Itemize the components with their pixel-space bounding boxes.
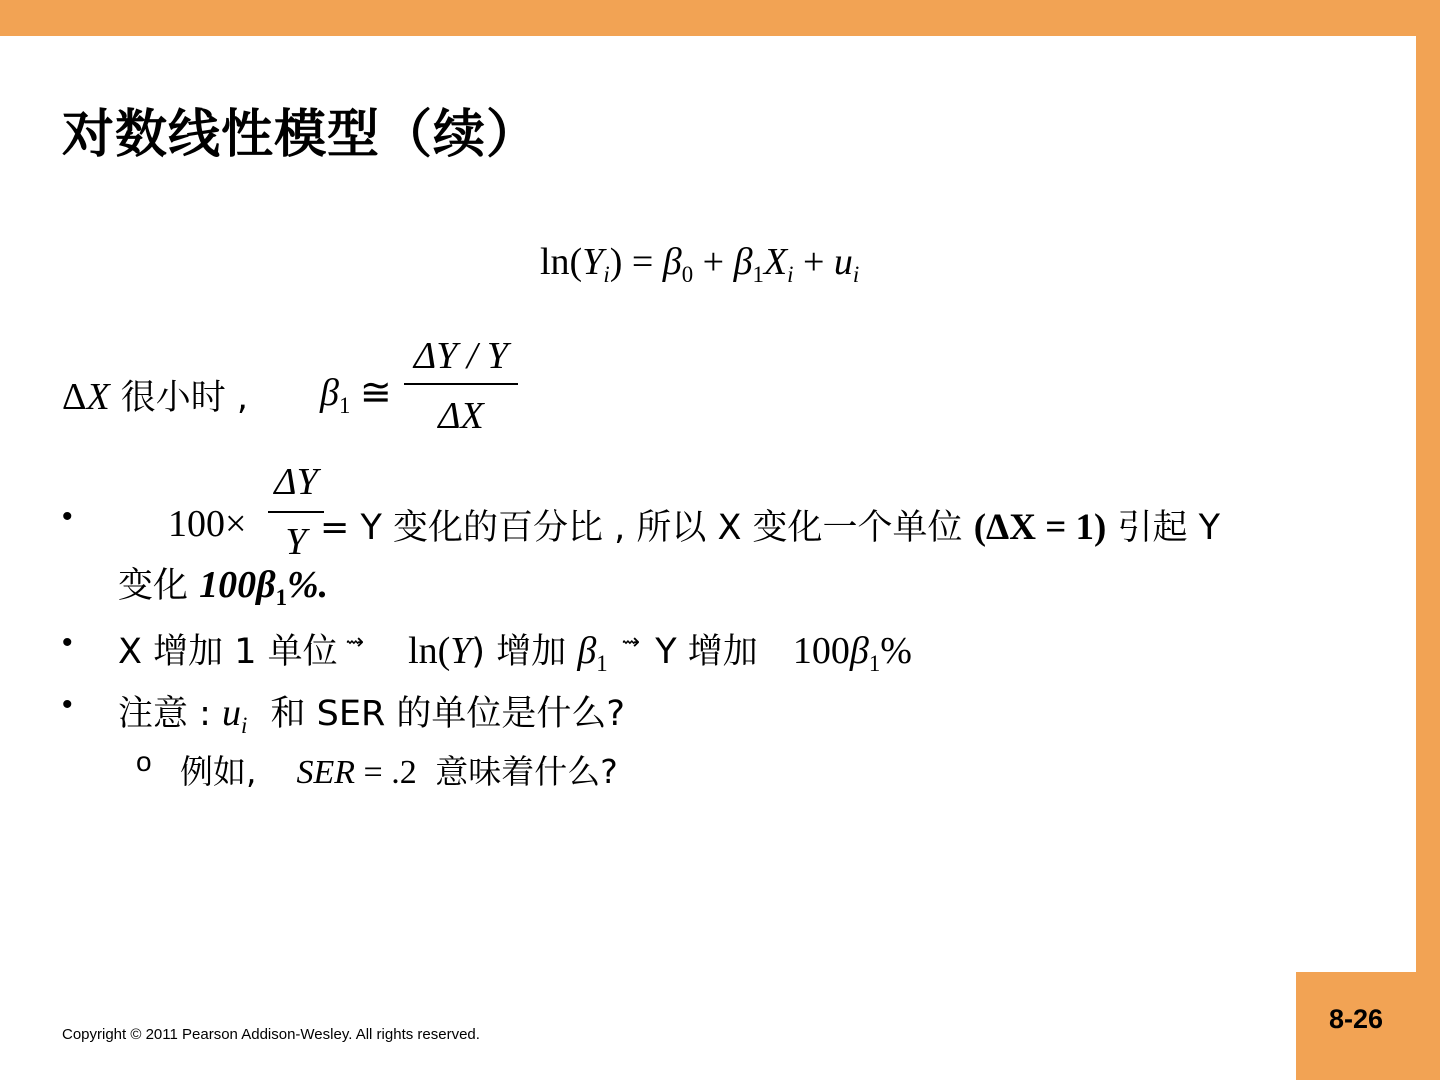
sub-bullet-marker: o [136, 746, 152, 777]
fraction-bar [404, 383, 518, 385]
bullet2-text: X 增加 1 单位 ⇝ ln(Y) 增加 $\beta_1^⇝$ Y 增加 $100\beta_1\%$ [118, 629, 912, 676]
slide-title: 对数线性模型（续） [62, 105, 540, 165]
model-equation: $\ln(Y_i) = \beta_0 + \beta_1X_i + u_i$ [540, 241, 860, 287]
bullet-marker: • [62, 500, 73, 533]
bullet1-continuation: 变化 $100\beta_1\%$. [118, 564, 329, 610]
fraction-denominator: ΔX [438, 395, 484, 437]
bullet-marker: • [62, 626, 73, 659]
bullet3-text: 注意 : $u_i$ 和 SER 的单位是什么? [118, 692, 625, 738]
top-accent-bar [0, 0, 1440, 36]
approximation-condition: ΔX 很小时 , [62, 376, 249, 418]
right-accent-bar [1416, 0, 1440, 1080]
approximation-beta: $\beta_1$ ≅ [320, 372, 392, 418]
bullet1-prefix: 100× [168, 503, 247, 545]
fraction-numerator: ΔY / Y [413, 335, 509, 377]
bullet1-text: = Y 变化的百分比 , 所以 X 变化一个单位 (ΔX = 1) 引起 Y [320, 507, 1220, 548]
page-number: 8-26 [1328, 1004, 1384, 1034]
bullet-marker: • [62, 688, 73, 721]
bullet1-fraction-denominator: Y [285, 521, 307, 563]
copyright-notice: Copyright © 2011 Pearson Addison-Wesley. All rights reserved. [62, 1026, 480, 1043]
bullet1-fraction-numerator: ΔY [274, 461, 318, 503]
sub-bullet-text: 例如, SER = .2 意味着什么? [180, 752, 618, 791]
bullet1-fraction-bar [268, 511, 324, 513]
